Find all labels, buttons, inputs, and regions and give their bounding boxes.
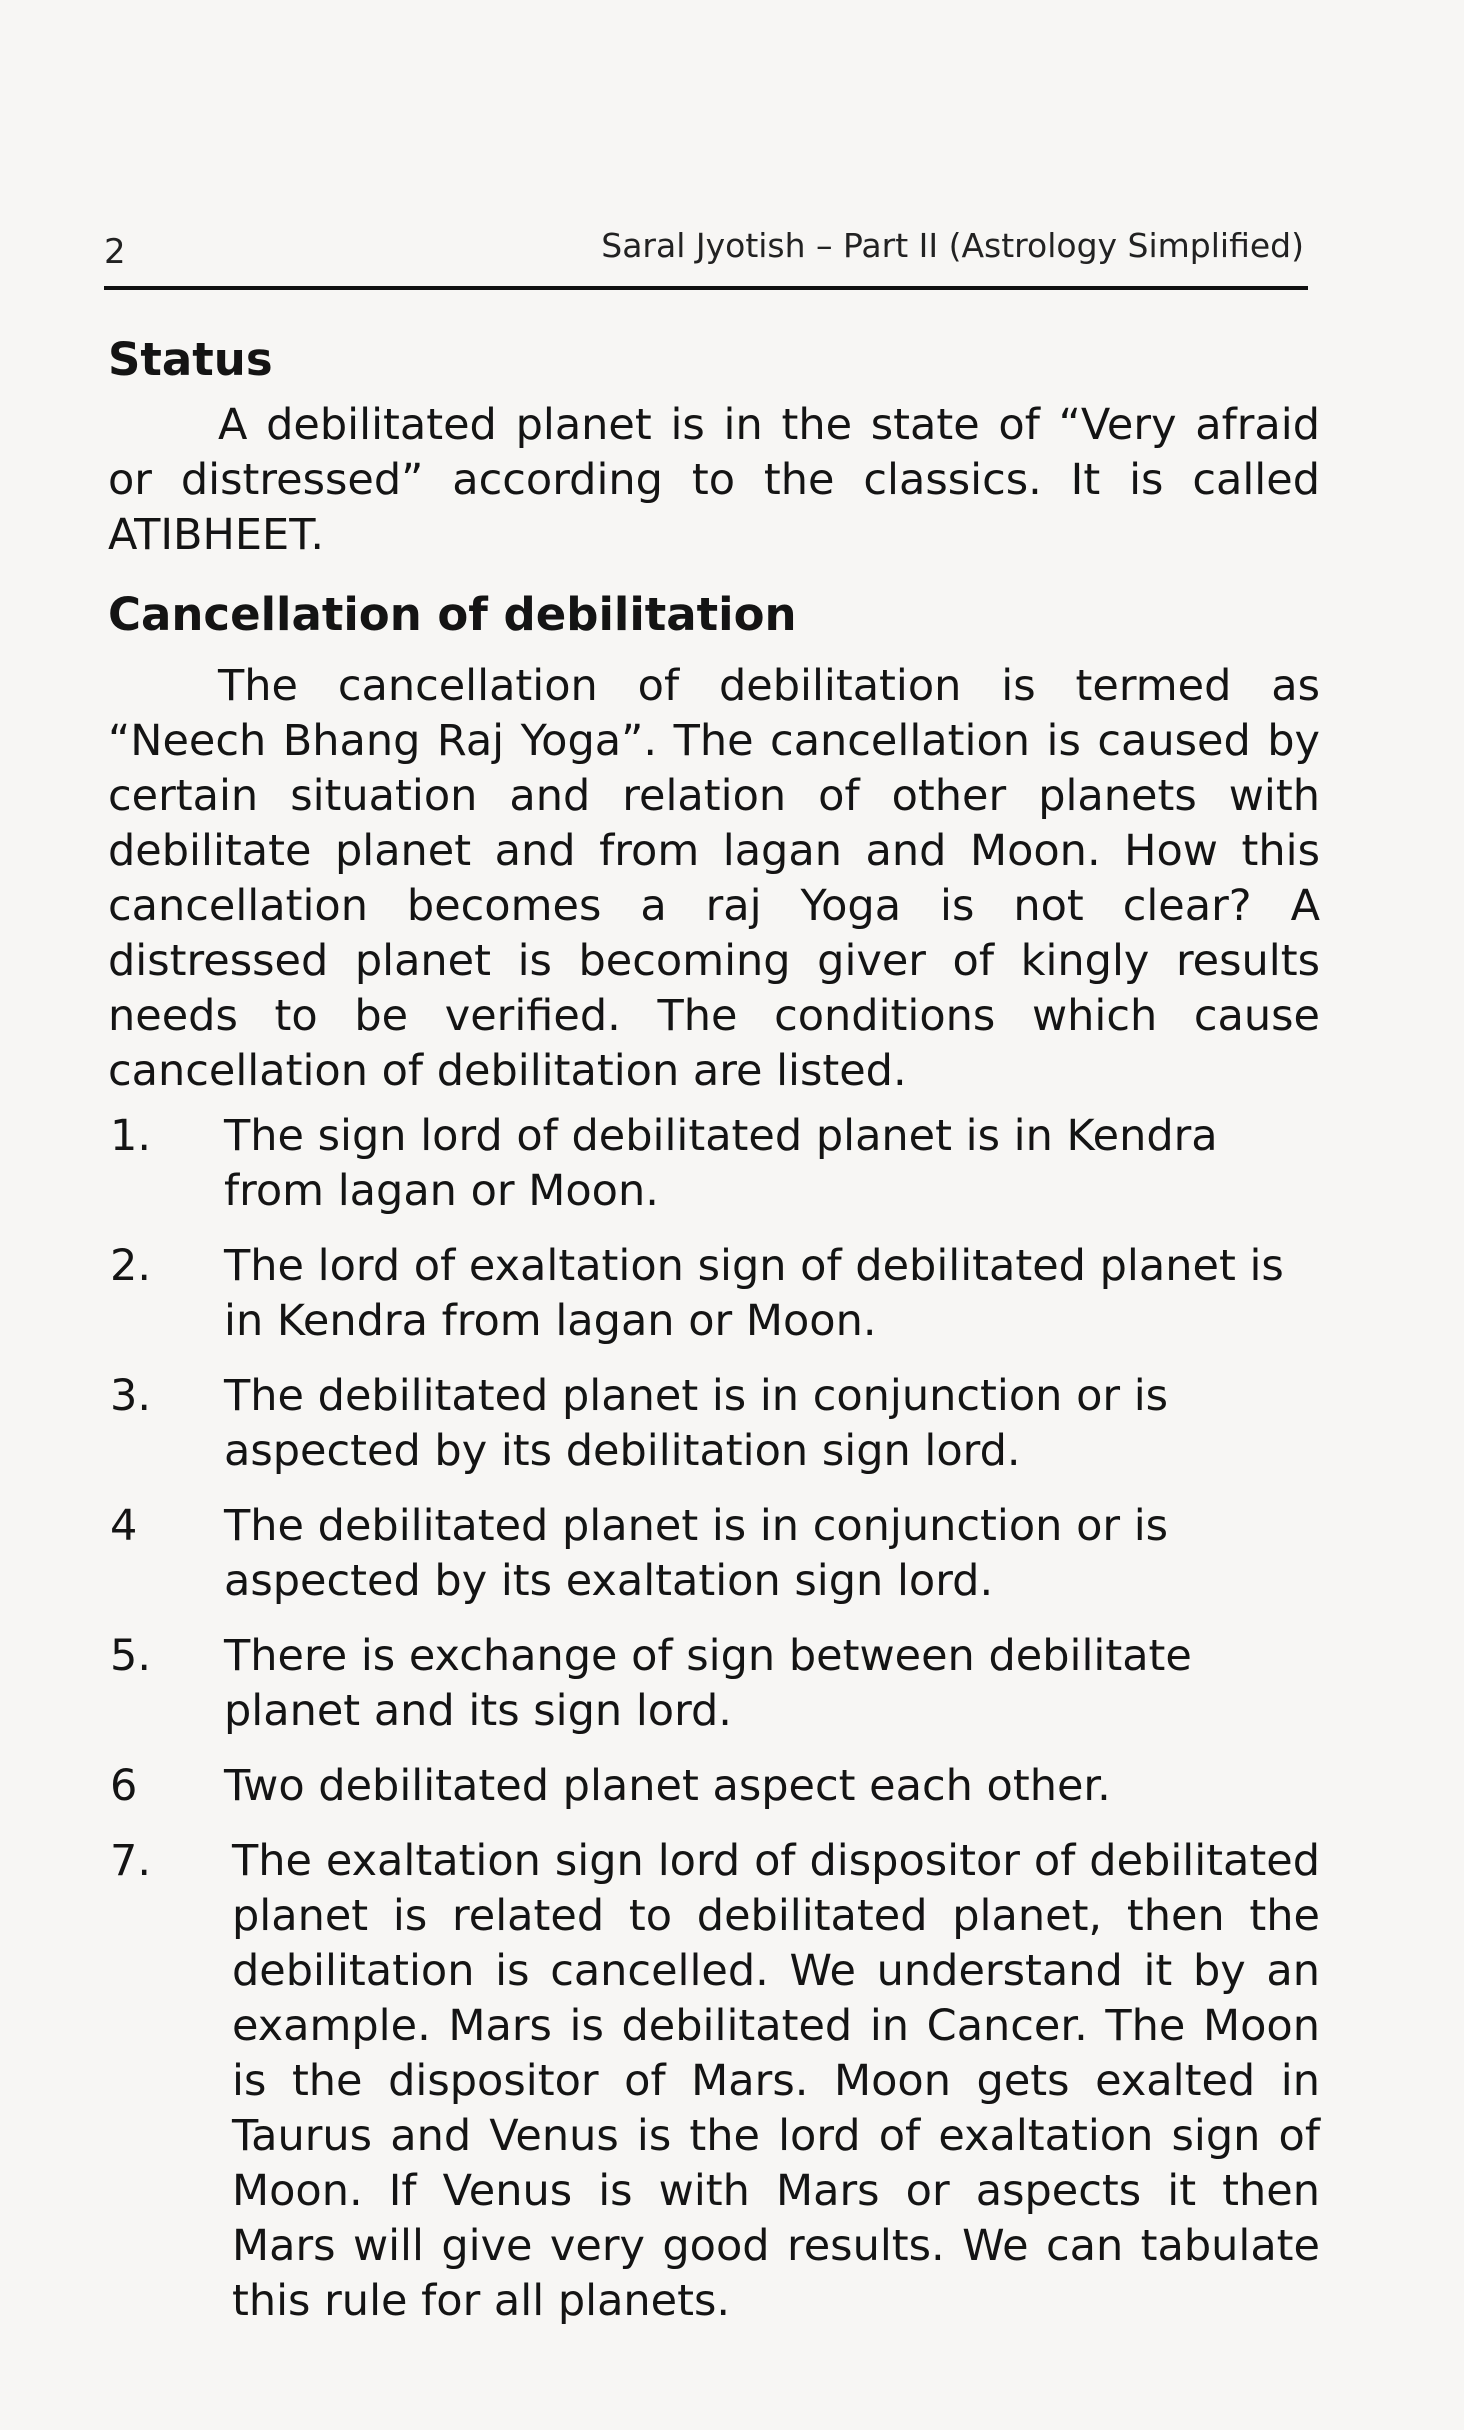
list-item xyxy=(108,1499,1320,1609)
list-item-number: 1. xyxy=(110,1111,152,1161)
list-item xyxy=(108,1759,1320,1814)
list-item-text: There is exchange of sign between debilitate planet and its sign lord. xyxy=(224,1631,1192,1736)
list-item xyxy=(108,1629,1320,1739)
list-item-number: 5. xyxy=(110,1631,152,1681)
list-item xyxy=(108,1109,1320,1219)
list-item xyxy=(108,1239,1320,1349)
book-title: Saral Jyotish – Part II (Astrology Simplified) xyxy=(601,226,1304,265)
page-body xyxy=(108,330,1320,2349)
list-item xyxy=(108,1369,1320,1479)
conditions-list xyxy=(108,1109,1320,2329)
cancellation-heading: Cancellation of debilitation xyxy=(108,588,797,641)
cancellation-paragraph: The cancellation of debilitation is termed as “Neech Bhang Raj Yoga”. The cancellation is caused by certain situation and relation of other planets with debilitate planet and from lagan and Moon. How this cancellation becomes a raj Yoga is not clear? A distressed planet is becoming giver of kingly results needs to be verified. The conditions which cause cancellation of debilitation are listed. xyxy=(108,661,1320,1096)
page-number: 2 xyxy=(104,232,126,272)
running-header xyxy=(104,226,1304,286)
status-paragraph: A debilitated planet is in the state of “Very afraid or distressed” according to the classics. It is called ATIBHEET. xyxy=(108,400,1320,560)
list-item-text: Two debilitated planet aspect each other. xyxy=(224,1761,1111,1811)
list-item-text: The debilitated planet is in conjunction or is aspected by its debilitation sign lord. xyxy=(224,1371,1169,1476)
header-rule xyxy=(104,286,1308,290)
list-item-number: 6 xyxy=(110,1761,138,1811)
list-item-text: The lord of exaltation sign of debilitated planet is in Kendra from lagan or Moon. xyxy=(224,1241,1284,1346)
list-item-number: 2. xyxy=(110,1241,152,1291)
list-item-text: The debilitated planet is in conjunction or is aspected by its exaltation sign lord. xyxy=(224,1501,1169,1606)
list-item-number: 7. xyxy=(110,1836,152,1886)
status-heading: Status xyxy=(108,333,273,386)
list-item xyxy=(108,1834,1320,2329)
list-item-text: The sign lord of debilitated planet is in Kendra from lagan or Moon. xyxy=(224,1111,1218,1216)
list-item-text: The exaltation sign lord of dispositor of debilitated planet is related to debilitated planet, then the debilitation is cancelled. We understand it by an example. Mars is debilitated in Cancer. The Moon is the dispositor of Mars. Moon gets exalted in Taurus and Venus is the lord of exaltation sign of Moon. If Venus is with Mars or aspects it then Mars will give very good results. We can tabulate this rule for all planets. xyxy=(232,1836,1320,2326)
list-item-number: 3. xyxy=(110,1371,152,1421)
list-item-number: 4 xyxy=(110,1501,138,1551)
